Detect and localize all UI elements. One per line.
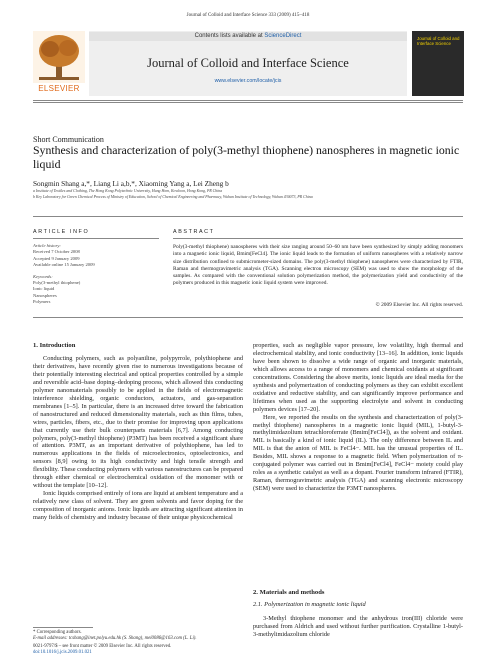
footnote-rule bbox=[33, 627, 93, 628]
info-rule-left bbox=[33, 238, 159, 239]
intro-paragraph-3: properties, such as negligible vapor pressure, low volatility, high thermal and electrochemical stability, and ionic conductivity [13–16]. In addition, ionic liquids have been shown to dissolve a wide range of organic and inorganic materials, which allows access to a range of monomers and chemical oxidants at significant concentrations. Considering the above merits, ionic liquids are ideal media for the synthesis and polymerization of conducting polymers as they can exhibit excellent oxidative and reductive stability, and can significantly improve performance and lifetimes when used as the supporting electrolyte and solvent in conducting polymers devices [17–20]. bbox=[253, 342, 463, 413]
corresponding-note: * Corresponding authors. bbox=[33, 630, 82, 635]
doi-link[interactable]: doi:10.1016/j.jcis.2009.01.021 bbox=[33, 650, 92, 656]
sciencedirect-link[interactable]: ScienceDirect bbox=[264, 33, 302, 39]
info-rule-top bbox=[33, 216, 463, 217]
methods-text bbox=[253, 615, 463, 639]
methods-heading: 2. Materials and methods bbox=[253, 589, 325, 596]
intro-paragraph-2: Ionic liquids comprised entirely of ions are liquid at ambient temperature and a relatively new class of solvent. They are green solvents and favor doping for the composition of inorganic anions. Ionic liquids are attracting significant attention in many fields of chemistry and industry because of their unique physicochemical bbox=[33, 490, 243, 522]
journal-title: Journal of Colloid and Interface Science bbox=[147, 56, 349, 70]
keyword: Poly(3-methyl thiophene) bbox=[33, 280, 81, 286]
methods-subheading: 2.1. Polymerization in magnetic ionic liquid bbox=[253, 601, 366, 608]
article-info-heading: ARTICLE INFO bbox=[33, 229, 90, 235]
cover-title: Journal of Colloid and Interface Science bbox=[417, 36, 460, 47]
accepted-date: Accepted 9 January 2009 bbox=[33, 255, 80, 261]
author-list: Songmin Shang a,*, Liang Li a,b,*, Xiaoming Yang a, Lei Zheng b bbox=[33, 179, 229, 188]
article-title: Synthesis and characterization of poly(3-methyl thiophene) nanospheres in magnetic ionic liquid bbox=[33, 143, 460, 171]
online-date: Available online 15 January 2009 bbox=[33, 262, 95, 268]
info-rule-right bbox=[173, 238, 463, 239]
footnotes bbox=[33, 630, 243, 642]
keywords-label: Keywords: bbox=[33, 273, 53, 279]
affiliation-b: b Key Laboratory for Green Chemical Process of Ministry of Education, School of Chemical Engineering and Pharmacy, Wuhan Institute of Technology, Wuhan 430073, PR China bbox=[33, 195, 313, 199]
header-rule-bottom bbox=[33, 102, 463, 103]
elsevier-tree-logo bbox=[33, 31, 85, 83]
abstract-rule-bottom bbox=[33, 317, 463, 318]
homepage-link[interactable]: www.elsevier.com/locate/jcis bbox=[214, 78, 282, 84]
left-column bbox=[33, 355, 243, 522]
running-header: Journal of Colloid and Interface Science 333 (2009) 415–418 bbox=[186, 13, 310, 18]
right-column bbox=[253, 342, 463, 493]
page-footer bbox=[33, 644, 253, 656]
affiliation-a: a Institute of Textiles and Clothing, The Hong Kong Polytechnic University, Hung Hom, Kowloon, Hong Kong, PR China bbox=[33, 189, 223, 193]
article-history bbox=[33, 243, 159, 306]
history-label: Article history: bbox=[33, 243, 61, 248]
intro-paragraph-1: Conducting polymers, such as polyaniline, polypyrrole, polythiophene and their derivatives, have recently given rise to numerous investigations because of their potentially interesting electrical and optical properties controlled by a simple and reversible acid–base doping–dedoping process, which allowed this conducting polymer nanomaterials possibly to be applied in the fields of electromagnetic interference shielding, organic conductors, actuators, and gas-separation membranes [1–5]. In particular, there is an increased drive toward the fabrication of nanostructured and reduced dimensionality materials, such as thin films, tubes, wires, particles, fibers, etc., due to their promise for improving upon applications that currently use their bulk counterparts materials [6,7]. Among conducting polymers, poly(3-methyl thiophene) (P3MT) has been received a significant share of attention. P3MT, as an important derivative of polythiophene, has led to numerous applications in the fields of microelectronics, optoelectronics, and sensors [8,9] owing to its high conductivity and high tensile strength and flexibility. These conducting polymers with various nanostructures can be prepared through either chemical or electrochemical oxidation of the monomer with or without the template [10–12]. bbox=[33, 355, 243, 490]
keyword: Polymers bbox=[33, 299, 51, 305]
methods-paragraph-1: 3-Methyl thiophene monomer and the anhydrous iron(III) chloride were purchased from Aldrich and used without further purification. Crystalline 1-butyl-3-methylimidazolium chloride bbox=[253, 615, 463, 638]
publisher-wordmark: ELSEVIER bbox=[38, 84, 80, 93]
abstract-copyright: © 2009 Elsevier Inc. All rights reserved. bbox=[375, 302, 463, 308]
intro-heading: 1. Introduction bbox=[33, 342, 76, 349]
received-date: Received 7 October 2008 bbox=[33, 249, 80, 255]
contents-prefix: Contents lists available at bbox=[194, 33, 263, 39]
keyword: Ionic liquid bbox=[33, 286, 55, 292]
email-addresses: E-mail addresses: tcshang@inet.polyu.edu.hk (S. Shang), mei0086@163.com (L. Li). bbox=[33, 636, 197, 641]
keyword: Nanospheres bbox=[33, 292, 57, 298]
article-type: Short Communication bbox=[33, 135, 104, 144]
intro-paragraph-4: Here, we reported the results on the synthesis and characterization of poly(3-methyl thiophene) nanospheres in a magnetic ionic liquid (MIL), 1-butyl-3-methylimidazolium tetrachloroferrate (Bmim[FeCl4]), as the solvent and oxidant. MIL is basically a kind of ionic liquid (IL). The only difference between IL and MIL is that the anion of MIL is FeCl4−. MIL has the unusual properties of IL. Besides, MIL shows a response to a magnetic field. When polymerization of π-conjugated polymer was carried out in Bmim[FeCl4], FeCl4− moiety could play roles as a synthetic catalyst as well as a dopant. Fourier transform infrared (FTIR), Raman, thermogravimetric analysis (TGA) and scanning electronic microscopy (SEM) were used to characterize the P3MT nanospheres. bbox=[253, 413, 463, 493]
header-rule-top bbox=[33, 100, 463, 101]
issn-line: 0021-9797/$ – see front matter © 2009 Elsevier Inc. All rights reserved. bbox=[33, 644, 172, 649]
abstract-heading: ABSTRACT bbox=[173, 229, 215, 235]
journal-homepage bbox=[89, 78, 407, 84]
abstract-text: Poly(3-methyl thiophene) nanospheres with their size ranging around 50–60 nm have been synthesized by simply adding monomers into a magnetic ionic liquid, Bmim[FeCl4]. The ionic liquid leads to the formation of uniform nanospheres with a relatively narrow size distribution confined to submicrometer-sized domains. The poly(3-methyl thiophene) nanospheres were characterized by FTIR, Raman and thermogravimetric analysis (TGA). Scanning electron microscopy (SEM) was used to show the morphology of the samples. As compared with the conventional solution polymerization method, the polymerization yield and conductivity of the polymers produced in this magnetic ionic liquid system were improved. bbox=[173, 244, 463, 287]
contents-line bbox=[89, 32, 407, 41]
